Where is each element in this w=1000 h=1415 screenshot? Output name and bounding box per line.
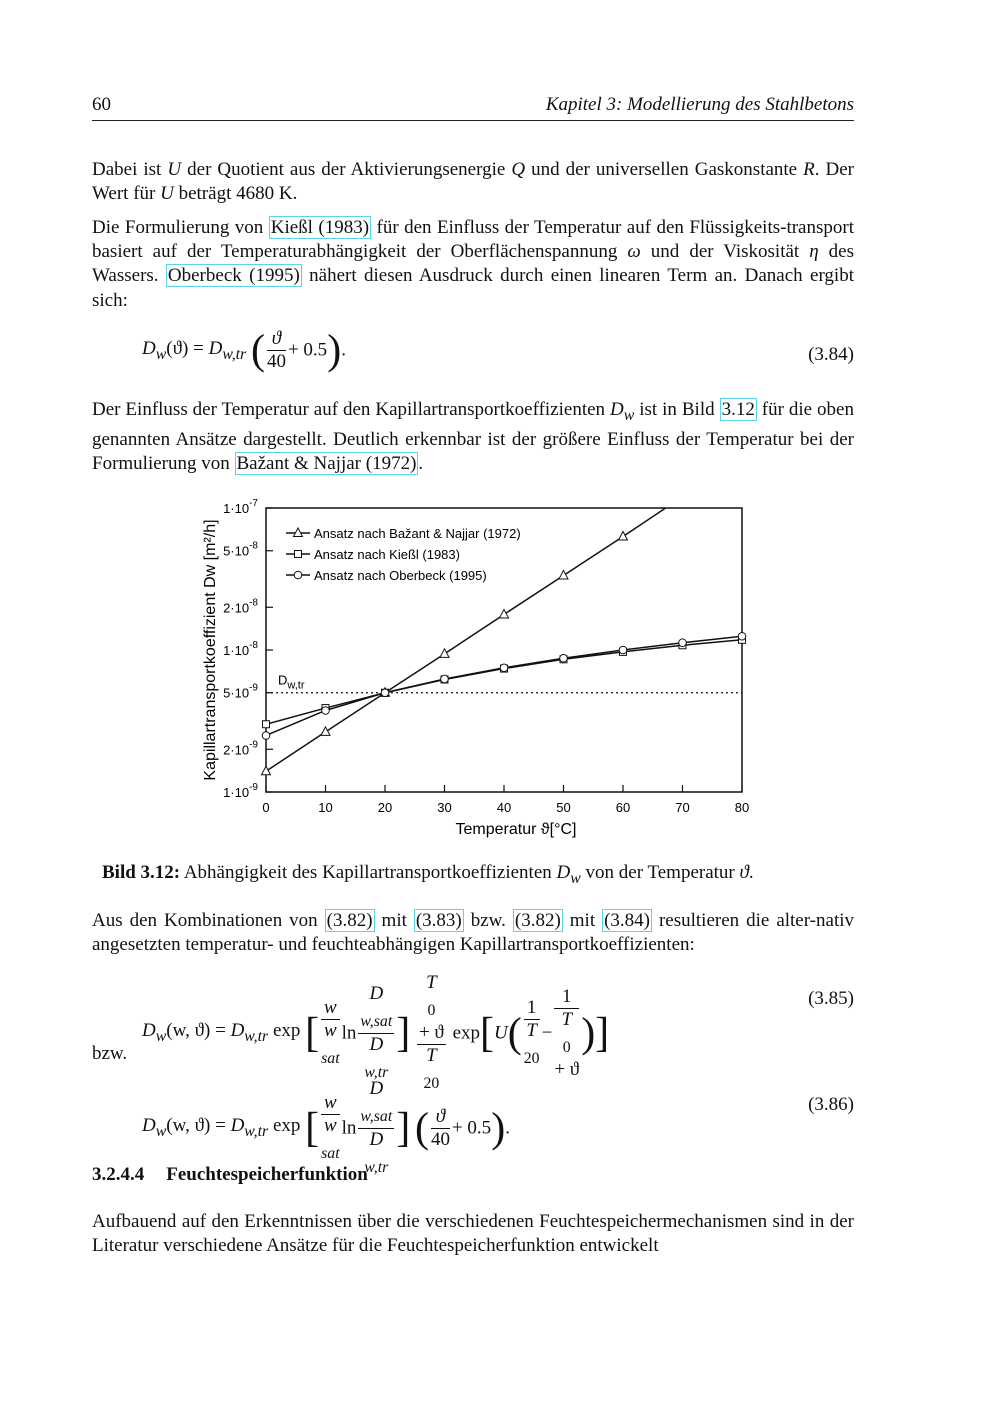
y-tick-label: $1\cdot 10^{-8}$ — [223, 640, 258, 658]
equation-ref-3-83[interactable]: (3.83) — [415, 910, 462, 931]
legend-label: Ansatz nach Oberbeck (1995) — [314, 568, 487, 583]
citation-bazant-najjar-1972[interactable]: Bažant & Najjar (1972) — [236, 453, 417, 475]
citation-kiessl-1983[interactable]: Kießl (1983) — [270, 217, 370, 238]
y-tick-label: $1\cdot 10^{-7}$ — [223, 498, 258, 516]
y-tick-label: $2\cdot 10^{-8}$ — [223, 597, 258, 616]
x-tick-label: 10 — [318, 800, 333, 815]
y-tick-label: $1\cdot 10^{-9}$ — [223, 782, 258, 800]
section-heading: 3.2.4.4 Feuchtespeicherfunktion — [92, 1164, 368, 1185]
data-point-circle — [619, 646, 627, 654]
paragraph-3: Der Einfluss der Temperatur auf den Kapillartransportkoeffizienten $D_w$ ist in Bild 3.12 für die oben genannten Ansätze dargestellt. Deutlich erkennbar ist der größere Einfluss der Temperatur bei der Formulierung von Bažant & Najjar (1972) . — [92, 399, 854, 475]
reference-line-label: $D_{w,tr}$ — [278, 672, 305, 692]
data-point-circle — [679, 639, 687, 647]
data-point-circle — [322, 707, 330, 715]
data-point-triangle — [262, 766, 271, 775]
x-tick-label: 30 — [437, 800, 452, 815]
data-point-triangle — [619, 531, 628, 540]
chapter-title: Kapitel 3: Modellierung des Stahlbetons — [545, 94, 854, 115]
data-point-circle — [262, 732, 270, 740]
equation-ref-3-82-b[interactable]: (3.82) — [514, 910, 561, 931]
bzw-text: bzw. — [92, 1043, 128, 1064]
paragraph-1: Dabei ist U der Quotient aus der Aktivierungsenergie Q und der universellen Gaskonstante R. Der Wert für U beträgt 4680 K. — [92, 159, 855, 205]
legend-marker-square — [295, 551, 302, 558]
x-tick-label: 0 — [262, 800, 270, 815]
data-point-circle — [500, 664, 508, 672]
equation-number: (3.85) — [808, 988, 854, 1009]
data-point-square — [263, 721, 270, 728]
data-point-triangle — [321, 727, 330, 736]
data-point-circle — [738, 632, 746, 640]
y-tick-label: $2\cdot 10^{-9}$ — [223, 739, 258, 758]
paragraph-2: Die Formulierung von Kießl (1983) für den Einfluss der Temperatur auf den Flüssigkeits-transport basiert auf der Temperaturabhängigkeit der Oberflächenspannung ω und der Viskosität η des Wassers. Oberbeck (1995) nähert diesen Ausdruck durch einen linearen Term an. Danach ergibt sich: — [92, 217, 854, 311]
x-tick-label: 20 — [377, 800, 393, 815]
equation-ref-3-82[interactable]: (3.82) — [326, 910, 373, 931]
temperature-chart — [0, 490, 1000, 850]
series-line-circle — [266, 636, 742, 735]
equation-ref-3-84[interactable]: (3.84) — [604, 910, 650, 931]
data-point-circle — [441, 675, 449, 683]
x-tick-label: 80 — [734, 800, 750, 815]
data-point-circle — [560, 654, 568, 662]
x-axis-label: Temperatur ϑ[°C] — [455, 821, 577, 838]
paragraph-5: Aufbauend auf den Erkenntnissen über die verschiedenen Feuchtespeichermechanismen sind in der Literatur verschiedene Ansätze für die Feuchtespeicherfunktion entwickelt — [92, 1211, 854, 1257]
equation-number: (3.86) — [808, 1094, 854, 1115]
x-tick-label: 70 — [675, 800, 690, 815]
y-tick-label: $5\cdot 10^{-8}$ — [223, 540, 258, 559]
data-point-triangle — [500, 609, 509, 618]
equation-3-85: $D_w(w$, $ϑ) = D_{w,tr}$ exp [ w w $_{sat}$ ln D $_{w,sat}$ D $_{w,tr}$ ] T $_0$ + ϑ T $_{20}$ exp[U( 1 T $_{20}$ − 1 T $_0$ + ϑ )] (3.85) — [142, 972, 854, 1092]
data-point-circle — [381, 689, 389, 697]
figure-ref-3-12[interactable]: 3.12 — [721, 399, 755, 420]
page-number: 60 — [92, 94, 111, 115]
equation-number: (3.84) — [808, 344, 854, 365]
paragraph-4: Aus den Kombinationen von (3.82) mit (3.83) bzw. (3.82) mit (3.84) resultieren die alter-nativ angesetzten temperatur- und feuchteabhängigen Kapillartransportkoeffizienten: — [92, 910, 855, 956]
running-header — [92, 94, 854, 121]
legend-label: Ansatz nach Kießl (1983) — [314, 547, 460, 562]
series-line-square — [266, 640, 742, 724]
x-tick-label: 40 — [496, 800, 512, 815]
legend-marker-circle — [294, 571, 302, 579]
equation-3-84: $D_w(ϑ) = D_{w,tr}$ ( $\frac{ϑ}{40}$ + 0.5). (3.84) — [142, 327, 854, 374]
equation-3-86: $D_w(w$, $ϑ) = D_{w,tr}$ exp [ w w $_{sat}$ ln D $_{w,sat}$ D $_{w,tr}$ ] ( $\frac{ϑ}{40}$ + 0.5). (3.86) — [142, 1078, 854, 1176]
data-point-triangle — [559, 570, 568, 579]
x-tick-label: 50 — [556, 800, 571, 815]
citation-oberbeck-1995[interactable]: Oberbeck (1995) — [167, 265, 300, 287]
y-axis-label: Kapillartransportkoeffizient Dw [m²/h] — [202, 519, 219, 781]
legend-label: Ansatz nach Bažant & Najjar (1972) — [314, 526, 521, 541]
x-tick-label: 60 — [615, 800, 631, 815]
figure-caption: Bild 3.12: Abhängigkeit des Kapillartransportkoeffizienten $D_w$ von der Temperatur ϑ. — [102, 862, 754, 887]
y-tick-label: $5\cdot 10^{-9}$ — [223, 682, 258, 701]
data-point-triangle — [440, 649, 449, 658]
